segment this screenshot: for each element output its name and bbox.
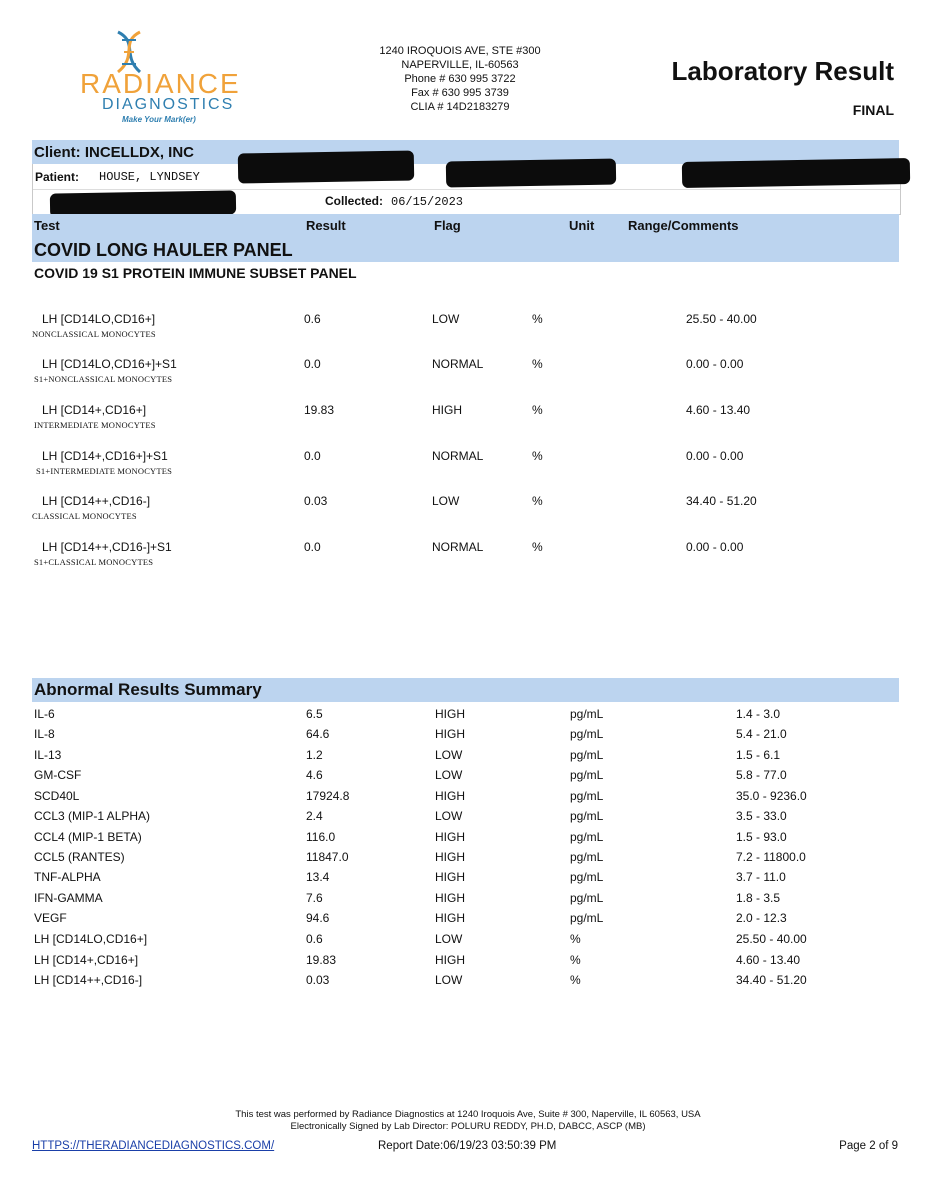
panel-subtitle: COVID 19 S1 PROTEIN IMMUNE SUBSET PANEL [34, 265, 357, 281]
fax-line: Fax # 630 995 3739 [411, 87, 509, 99]
summary-row [0, 768, 936, 788]
test-name: LH [CD14LO,CD16+]+S1 [42, 357, 177, 371]
website-link[interactable]: HTTPS://THERADIANCEDIAGNOSTICS.COM/ [32, 1140, 275, 1152]
range-value: 4.60 - 13.40 [686, 403, 751, 417]
flag-value: HIGH [435, 891, 465, 905]
test-subname: CLASSICAL MONOCYTES [32, 511, 137, 521]
range-value: 0.00 - 0.00 [686, 449, 744, 463]
summary-title: Abnormal Results Summary [34, 680, 262, 699]
unit-value: % [532, 449, 543, 463]
result-value: 0.03 [306, 973, 330, 987]
result-value: 19.83 [306, 953, 337, 967]
header-unit: Unit [569, 218, 595, 233]
test-name: IL-13 [34, 748, 62, 762]
summary-row [0, 953, 936, 973]
range-value: 0.00 - 0.00 [686, 540, 744, 554]
result-value: 94.6 [306, 911, 330, 925]
footer-attribution [0, 1109, 936, 1133]
client-name: Client: INCELLDX, INC [34, 144, 194, 161]
flag-value: HIGH [435, 789, 465, 803]
result-value: 19.83 [304, 403, 335, 417]
test-name: LH [CD14LO,CD16+] [34, 932, 148, 946]
result-value: 11847.0 [306, 850, 349, 864]
unit-value: pg/mL [570, 911, 604, 925]
flag-value: LOW [435, 748, 463, 762]
summary-row [0, 870, 936, 890]
flag-value: LOW [435, 932, 463, 946]
range-value: 7.2 - 11800.0 [736, 850, 806, 864]
result-value: 2.4 [306, 809, 323, 823]
flag-value: HIGH [435, 953, 465, 967]
logo-word-diagnostics: DIAGNOSTICS [102, 96, 235, 113]
test-name: LH [CD14++,CD16-] [42, 494, 151, 508]
header-result: Result [306, 218, 346, 233]
panel-title-band [32, 236, 899, 262]
test-name: TNF-ALPHA [34, 870, 101, 884]
unit-value: pg/mL [570, 748, 604, 762]
panel-row [0, 449, 936, 495]
performed-by-line: This test was performed by Radiance Diagnostics at 1240 Iroquois Ave, Suite # 300, Naperville, IL 60563, USA [235, 1109, 701, 1120]
test-subname: INTERMEDIATE MONOCYTES [34, 420, 156, 430]
summary-row [0, 973, 936, 993]
unit-value: % [570, 953, 581, 967]
panel-title: COVID LONG HAULER PANEL [34, 240, 293, 260]
unit-value: pg/mL [570, 891, 604, 905]
result-value: 64.6 [306, 727, 330, 741]
test-subname: S1+NONCLASSICAL MONOCYTES [34, 374, 173, 384]
unit-value: pg/mL [570, 707, 604, 721]
test-subname: S1+INTERMEDIATE MONOCYTES [36, 466, 173, 476]
range-value: 3.5 - 33.0 [736, 809, 787, 823]
header-flag: Flag [434, 218, 461, 233]
report-title: Laboratory Result [671, 56, 894, 86]
result-value: 116.0 [306, 830, 336, 844]
panel-row [0, 312, 936, 358]
panel-row [0, 494, 936, 540]
flag-value: HIGH [435, 850, 465, 864]
summary-row [0, 809, 936, 829]
summary-row [0, 707, 936, 727]
range-value: 25.50 - 40.00 [686, 312, 757, 326]
logo-word-radiance: RADIANCE [80, 68, 241, 99]
test-name: GM-CSF [34, 768, 82, 782]
header-range: Range/Comments [628, 218, 739, 233]
summary-row [0, 850, 936, 870]
test-name: CCL4 (MIP-1 BETA) [34, 830, 142, 844]
result-value: 4.6 [306, 768, 323, 782]
range-value: 2.0 - 12.3 [736, 911, 787, 925]
flag-value: HIGH [435, 911, 465, 925]
range-value: 0.00 - 0.00 [686, 357, 744, 371]
logo-tagline: Make Your Mark(er) [122, 115, 196, 124]
clia-line: CLIA # 14D2183279 [410, 101, 510, 113]
unit-value: % [532, 357, 543, 371]
summary-row [0, 830, 936, 850]
header-test: Test [34, 218, 60, 233]
flag-value: LOW [432, 494, 460, 508]
summary-row [0, 891, 936, 911]
panel-row [0, 540, 936, 586]
panel-row [0, 403, 936, 449]
test-name: LH [CD14LO,CD16+] [42, 312, 156, 326]
result-value: 0.03 [304, 494, 328, 508]
test-subname: NONCLASSICAL MONOCYTES [32, 329, 156, 339]
unit-value: pg/mL [570, 727, 604, 741]
test-name: LH [CD14+,CD16+]+S1 [42, 449, 168, 463]
patient-name: HOUSE, LYNDSEY [99, 170, 200, 184]
result-value: 0.6 [304, 312, 321, 326]
summary-row [0, 911, 936, 931]
range-value: 4.60 - 13.40 [736, 953, 801, 967]
range-value: 1.5 - 6.1 [736, 748, 781, 762]
panel-row [0, 357, 936, 403]
summary-row [0, 748, 936, 768]
result-value: 7.6 [306, 891, 323, 905]
column-header-band [32, 214, 899, 236]
result-value: 0.0 [304, 357, 321, 371]
unit-value: % [532, 540, 543, 554]
flag-value: LOW [435, 768, 463, 782]
result-value: 13.4 [306, 870, 330, 884]
result-value: 17924.8 [306, 789, 350, 803]
range-value: 25.50 - 40.00 [736, 932, 807, 946]
result-value: 0.0 [304, 540, 321, 554]
range-value: 1.5 - 93.0 [736, 830, 787, 844]
flag-value: HIGH [435, 727, 465, 741]
range-value: 1.8 - 3.5 [736, 891, 781, 905]
range-value: 3.7 - 11.0 [736, 870, 786, 884]
redaction-mark [238, 150, 414, 183]
flag-value: HIGH [432, 403, 462, 417]
report-status: FINAL [852, 102, 894, 118]
unit-value: pg/mL [570, 789, 604, 803]
test-name: LH [CD14++,CD16-] [34, 973, 143, 987]
unit-value: % [570, 932, 581, 946]
flag-value: NORMAL [432, 540, 484, 554]
flag-value: NORMAL [432, 449, 484, 463]
result-value: 1.2 [306, 748, 323, 762]
flag-value: HIGH [435, 830, 465, 844]
radiance-logo [80, 30, 280, 125]
test-name: VEGF [34, 911, 67, 925]
range-value: 35.0 - 9236.0 [736, 789, 807, 803]
unit-value: % [532, 494, 543, 508]
flag-value: LOW [435, 809, 463, 823]
unit-value: pg/mL [570, 870, 604, 884]
flag-value: HIGH [435, 870, 465, 884]
summary-title-band [32, 678, 899, 702]
redaction-mark [446, 159, 616, 188]
unit-value: % [532, 312, 543, 326]
unit-value: % [532, 403, 543, 417]
flag-value: HIGH [435, 707, 465, 721]
page-number: Page 2 of 9 [839, 1140, 898, 1152]
signed-by-line: Electronically Signed by Lab Director: POLURU REDDY, PH.D, DABCC, ASCP (MB) [290, 1121, 646, 1132]
range-value: 5.8 - 77.0 [736, 768, 787, 782]
summary-row [0, 727, 936, 747]
address-line: 1240 IROQUOIS AVE, STE #300 [379, 45, 541, 57]
collected-date: 06/15/2023 [391, 195, 464, 209]
summary-row [0, 789, 936, 809]
test-name: CCL5 (RANTES) [34, 850, 125, 864]
flag-value: LOW [432, 312, 460, 326]
result-value: 0.0 [304, 449, 321, 463]
test-name: SCD40L [34, 789, 80, 803]
unit-value: pg/mL [570, 768, 604, 782]
range-value: 5.4 - 21.0 [736, 727, 787, 741]
test-subname: S1+CLASSICAL MONOCYTES [34, 557, 154, 567]
result-value: 6.5 [306, 707, 323, 721]
collected-label: Collected: [325, 194, 384, 208]
range-value: 34.40 - 51.20 [736, 973, 807, 987]
lab-address [360, 44, 560, 114]
test-name: IL-8 [34, 727, 55, 741]
test-name: IL-6 [34, 707, 55, 721]
flag-value: NORMAL [432, 357, 484, 371]
test-name: CCL3 (MIP-1 ALPHA) [34, 809, 151, 823]
unit-value: pg/mL [570, 850, 604, 864]
result-value: 0.6 [306, 932, 323, 946]
phone-line: Phone # 630 995 3722 [404, 73, 516, 85]
report-date: Report Date:06/19/23 03:50:39 PM [378, 1140, 557, 1152]
test-name: IFN-GAMMA [34, 891, 103, 905]
test-name: LH [CD14+,CD16+] [34, 953, 139, 967]
unit-value: pg/mL [570, 830, 604, 844]
test-name: LH [CD14++,CD16-]+S1 [42, 540, 172, 554]
redaction-mark [682, 158, 910, 188]
flag-value: LOW [435, 973, 463, 987]
range-value: 34.40 - 51.20 [686, 494, 757, 508]
unit-value: % [570, 973, 581, 987]
range-value: 1.4 - 3.0 [736, 707, 781, 721]
summary-row [0, 932, 936, 952]
patient-label: Patient: [35, 170, 80, 184]
test-name: LH [CD14+,CD16+] [42, 403, 147, 417]
unit-value: pg/mL [570, 809, 604, 823]
address-line: NAPERVILLE, IL-60563 [401, 59, 519, 71]
